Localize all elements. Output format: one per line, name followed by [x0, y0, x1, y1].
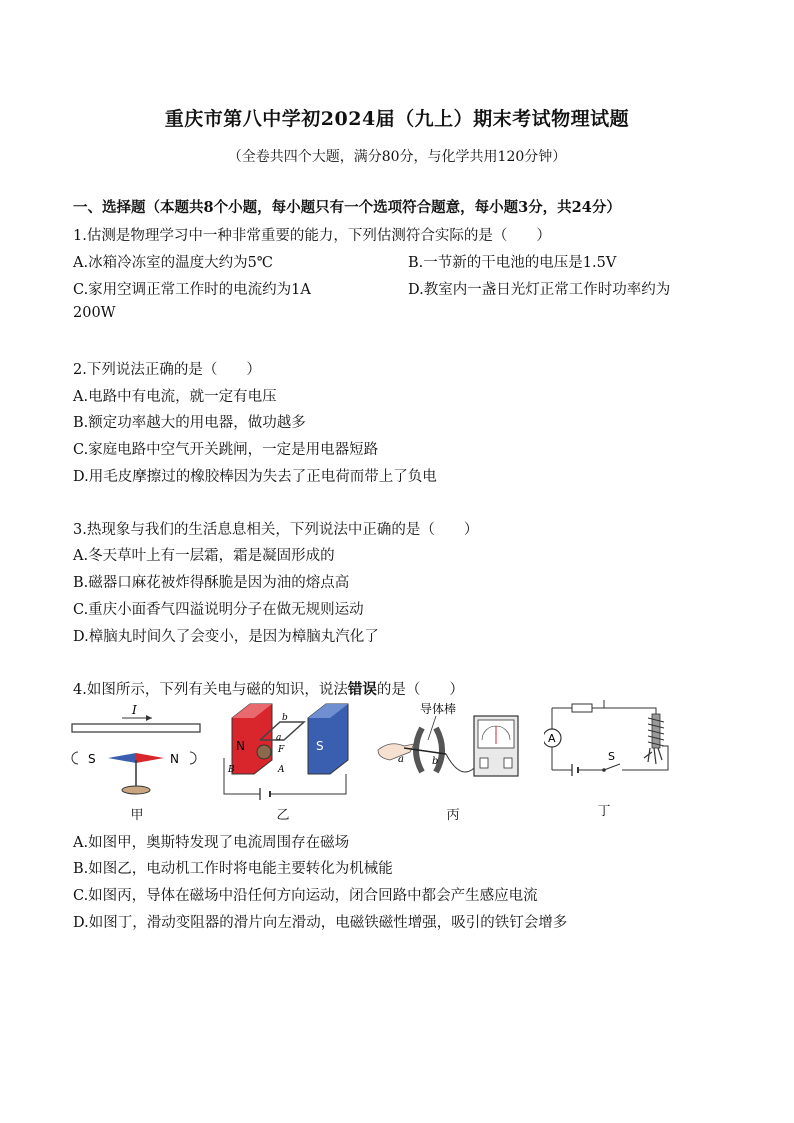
- figure-ding-label: 丁: [597, 804, 611, 819]
- hand: [378, 744, 414, 760]
- needle-n-label: N: [170, 752, 179, 766]
- commutator: [257, 745, 271, 759]
- circuit-top-wire: [552, 708, 656, 730]
- coil-b-label: b: [282, 713, 288, 723]
- magnet-s-label: S: [316, 739, 324, 753]
- terminal-right: [504, 758, 512, 768]
- q1-stem: 1.估测是物理学习中一种非常重要的能力，下列估测符合实际的是（ ）: [73, 228, 551, 244]
- q4-stem: [73, 678, 464, 699]
- rod-end-a-label: a: [398, 754, 404, 765]
- figure-bing-label: 丙: [446, 808, 460, 823]
- circuit-wire-right: [270, 774, 346, 794]
- rod-label: 导体棒: [420, 702, 457, 716]
- coil-a-label: a: [276, 733, 282, 743]
- rotation-arrow-left: [72, 752, 78, 764]
- compass-needle-south: [108, 753, 136, 763]
- q1-option-d-continued: 200W: [73, 305, 116, 321]
- needle-base: [122, 786, 150, 794]
- figure-yi-label: 乙: [276, 808, 290, 823]
- figure-jia: [70, 700, 205, 805]
- q4-stem-emphasis: 错误: [347, 681, 377, 698]
- current-arrowhead: [146, 715, 152, 721]
- q4-option-b: B.如图乙，电动机工作时将电能主要转化为机械能: [73, 861, 393, 877]
- terminal-left: [480, 758, 488, 768]
- wire-rod: [72, 724, 200, 732]
- q2-stem: 2.下列说法正确的是（ ）: [73, 362, 261, 378]
- switch-arm: [604, 764, 620, 770]
- q2-option-a: A.电路中有电流，就一定有电压: [73, 389, 277, 405]
- q4-option-a: A.如图甲，奥斯特发现了电流周围存在磁场: [73, 835, 350, 851]
- current-label: I: [132, 703, 137, 717]
- q1-option-a: A.冰箱冷冻室的温度大约为5℃: [73, 255, 274, 271]
- needle-s-label: S: [88, 752, 96, 766]
- switch-pivot: [602, 768, 606, 772]
- q1-option-c: C.家用空调正常工作时的电流约为1A: [73, 282, 311, 298]
- figure-bing: [370, 700, 530, 805]
- q4-stem-pre: 4.如图所示，下列有关电与磁的知识，说法: [73, 682, 348, 698]
- q3-stem: 3.热现象与我们的生活息息相关，下列说法中正确的是（ ）: [73, 522, 479, 538]
- rod-end-b-label: b: [432, 756, 439, 767]
- lead-wire: [446, 754, 478, 772]
- page-subtitle: （全卷共四个大题，满分80分，与化学共用120分钟）: [227, 149, 567, 165]
- figure-jia-label: 甲: [130, 808, 144, 823]
- q2-option-b: B.额定功率越大的用电器，做功越多: [73, 415, 306, 431]
- figure-ding: [544, 700, 674, 800]
- q3-option-a: A.冬天草叶上有一层霜，霜是凝固形成的: [73, 548, 335, 564]
- q3-option-d: D.樟脑丸时间久了会变小，是因为樟脑丸汽化了: [73, 629, 379, 645]
- brush-a-label: A: [278, 765, 285, 775]
- q3-option-b: B.磁器口麻花被炸得酥脆是因为油的熔点高: [73, 575, 350, 591]
- q1-option-d: D.教室内一盏日光灯正常工作时功率约为: [408, 282, 671, 298]
- iron-nails: [644, 748, 662, 764]
- q1-option-b: B.一节新的干电池的电压是1.5V: [408, 255, 617, 271]
- q4-figures: [70, 700, 710, 825]
- q2-option-c: C.家庭电路中空气开关跳闸，一定是用电器短路: [73, 442, 379, 458]
- q2-option-d: D.用毛皮摩擦过的橡胶棒因为失去了正电荷而带上了负电: [73, 469, 437, 485]
- brush-b-label: B: [228, 765, 235, 775]
- magnet-n-label: N: [236, 739, 245, 753]
- switch-label: S: [608, 750, 615, 763]
- ammeter-label: A: [548, 732, 556, 745]
- rod-pointer: [428, 716, 436, 740]
- q4-option-c: C.如图丙，导体在磁场中沿任何方向运动，闭合回路中都会产生感应电流: [73, 888, 538, 904]
- q4-stem-post: 的是（ ）: [376, 682, 464, 698]
- rheostat: [572, 704, 592, 712]
- rotation-arrow-right: [190, 752, 196, 764]
- section-heading: 一、选择题（本题共8个小题，每小题只有一个选项符合题意，每小题3分，共24分）: [73, 199, 621, 216]
- compass-needle-north: [136, 753, 164, 763]
- figure-yi: [220, 700, 352, 805]
- page-title: 重庆市第八中学初2024届（九上）期末考试物理试题: [164, 108, 630, 130]
- q3-option-c: C.重庆小面香气四溢说明分子在做无规则运动: [73, 602, 364, 618]
- force-label: F: [278, 745, 285, 755]
- q4-option-d: D.如图丁，滑动变阻器的滑片向左滑动，电磁铁磁性增强，吸引的铁钉会增多: [73, 915, 568, 931]
